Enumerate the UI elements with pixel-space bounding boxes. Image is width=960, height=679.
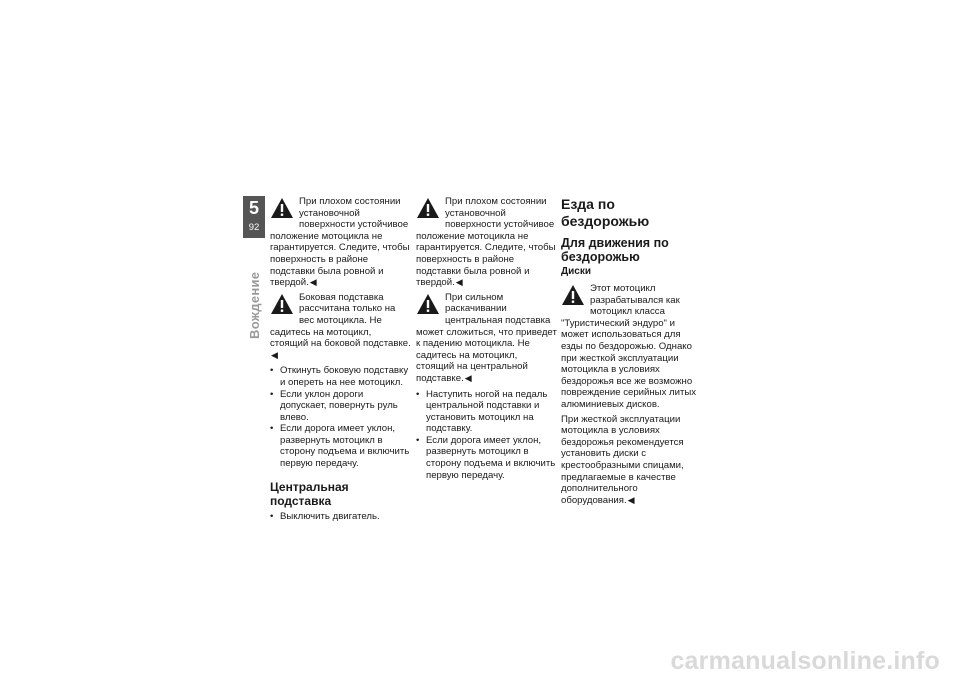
list-item: • Если уклон дороги допускает, повернуть руль влево. [270,389,412,424]
page-number: 92 [248,222,260,233]
warning-text: Этот мотоцикл разрабатывался как мотоцикл класса "Туристический эндуро" и может использоваться для езды по бездорожью. Однако при жесткой эксплуатации мотоцикла в условиях бездорожья все же возможно повреждение серийных литых алюминиевых дисков. [561,283,697,410]
section-title-vertical [246,243,262,343]
warning-text: При плохом состоянии установочной поверхности устойчивое положение мотоцикла не гарантируется. Следите, чтобы поверхность в районе подставки была ровной и твердой. [416,196,556,289]
warning-block [270,196,412,289]
list-item: • Если дорога имеет уклон, развернуть мотоцикл в сторону подъема и включить первую передачу. [270,423,412,469]
end-mark-icon: ◀ [455,277,463,288]
end-mark-icon: ◀ [271,349,278,360]
end-mark-icon: ◀ [464,372,472,383]
section-title: Вождение [247,271,262,339]
warning-text: При плохом состоянии установочной поверхности устойчивое положение мотоцикла не гарантируется. Следите, чтобы поверхность в районе подставки была ровной и твердой. [270,196,410,289]
list-item: • Выключить двигатель. [270,511,412,523]
sub-heading: Для движения по бездорожью [561,236,669,264]
section-heading: Центральная подставка [270,479,349,508]
column-1 [270,196,412,522]
warning-block [561,283,705,411]
warning-text: При сильном раскачивании центральная подставка может сложиться, что приведет к падению мотоцикла. Не садитесь на мотоцикл, стоящий на центральной подставке. [416,291,557,384]
column-2 [416,196,558,481]
main-heading: Езда по бездорожью [561,196,650,229]
warning-block [416,292,558,385]
chapter-number: 5 [248,198,259,218]
instruction-list [416,389,558,482]
warning-triangle-icon [270,196,294,220]
list-item: • Откинуть боковую подставку и опереть на нее мотоцикл. [270,365,412,388]
warning-text: Боковая подставка рассчитана только на вес мотоцикла. Не садитесь на мотоцикл, стоящий на боковой подставке. [270,291,411,350]
end-mark-icon: ◀ [309,277,317,288]
warning-triangle-icon [416,292,440,316]
instruction-list [270,365,412,469]
body-paragraph: При жесткой эксплуатации мотоцикла в условиях бездорожья рекомендуется установить диски с крестообразными спицами, предлагаемые в качестве дополнительного оборудования. [561,413,684,506]
list-item: • Если дорога имеет уклон, развернуть мотоцикл в сторону подъема и включить первую передачу. [416,435,558,481]
list-item: • Наступить ногой на педаль центральной подставки и установить мотоцикл на подставку. [416,389,558,435]
chapter-tab [243,196,265,238]
warning-triangle-icon [561,283,585,307]
instruction-list [270,511,412,523]
warning-triangle-icon [270,292,294,316]
column-3 [561,196,705,509]
end-mark-icon: ◀ [627,494,635,505]
minor-heading: Диски [561,266,591,277]
warning-triangle-icon [416,196,440,220]
warning-block [416,196,558,289]
watermark-text: carmanualsonline.info [670,647,940,675]
warning-block [270,292,412,362]
